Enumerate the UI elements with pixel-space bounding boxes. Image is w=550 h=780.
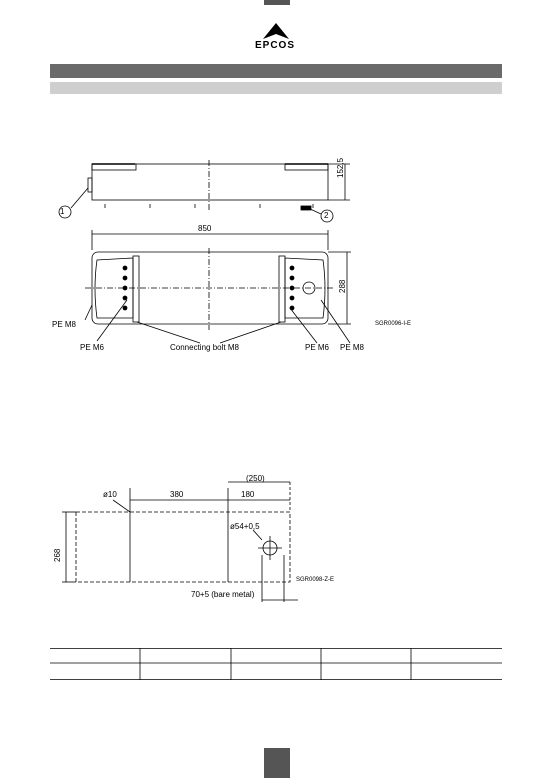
dim-bare-metal-label: 70+5 (bare metal) — [191, 590, 255, 599]
dim-380-label: 380 — [170, 490, 184, 499]
header-title-bar — [50, 64, 502, 78]
epcos-logo-icon — [262, 22, 290, 40]
right-bus-bar — [279, 256, 285, 322]
drawing-code-2: SGR0098-Z-E — [296, 577, 335, 583]
side-view-right-tab — [285, 164, 328, 170]
brand-logo-text: EPCOS — [254, 40, 295, 51]
pe-m6-left-label: PE M6 — [80, 343, 105, 352]
drawing-code-1: SGR0096-I-E — [375, 321, 412, 327]
dim-180-label: 180 — [241, 490, 255, 499]
pe-m6-right-label: PE M6 — [305, 343, 330, 352]
page-number-box — [264, 748, 290, 778]
data-table — [50, 648, 502, 680]
dimension-drawing-top — [45, 150, 425, 365]
header-subtitle-bar — [50, 82, 502, 94]
dim-hole-label: ø54+0,5 — [230, 522, 260, 531]
dim-250-label: (250) — [246, 474, 265, 483]
left-bus-bar — [133, 256, 139, 322]
pe-m8-left-label: PE M8 — [52, 320, 77, 329]
connecting-bolt-label: Connecting bolt M8 — [170, 343, 239, 352]
callout-1-label: 1 — [60, 207, 65, 216]
side-view-connector — [88, 178, 92, 192]
dim-length-label: 850 — [198, 224, 212, 233]
side-view-body — [92, 164, 328, 200]
dim-268-label: 268 — [53, 548, 62, 562]
callout-2-label: 2 — [324, 211, 329, 220]
dim-height-label: 152,5 — [336, 157, 345, 178]
side-view-left-tab — [92, 164, 136, 170]
dim-width-label: 288 — [338, 279, 347, 293]
pe-m8-right-label: PE M8 — [340, 343, 365, 352]
page-top-marker — [264, 0, 290, 5]
dim-diameter-10-label: ø10 — [103, 490, 117, 499]
